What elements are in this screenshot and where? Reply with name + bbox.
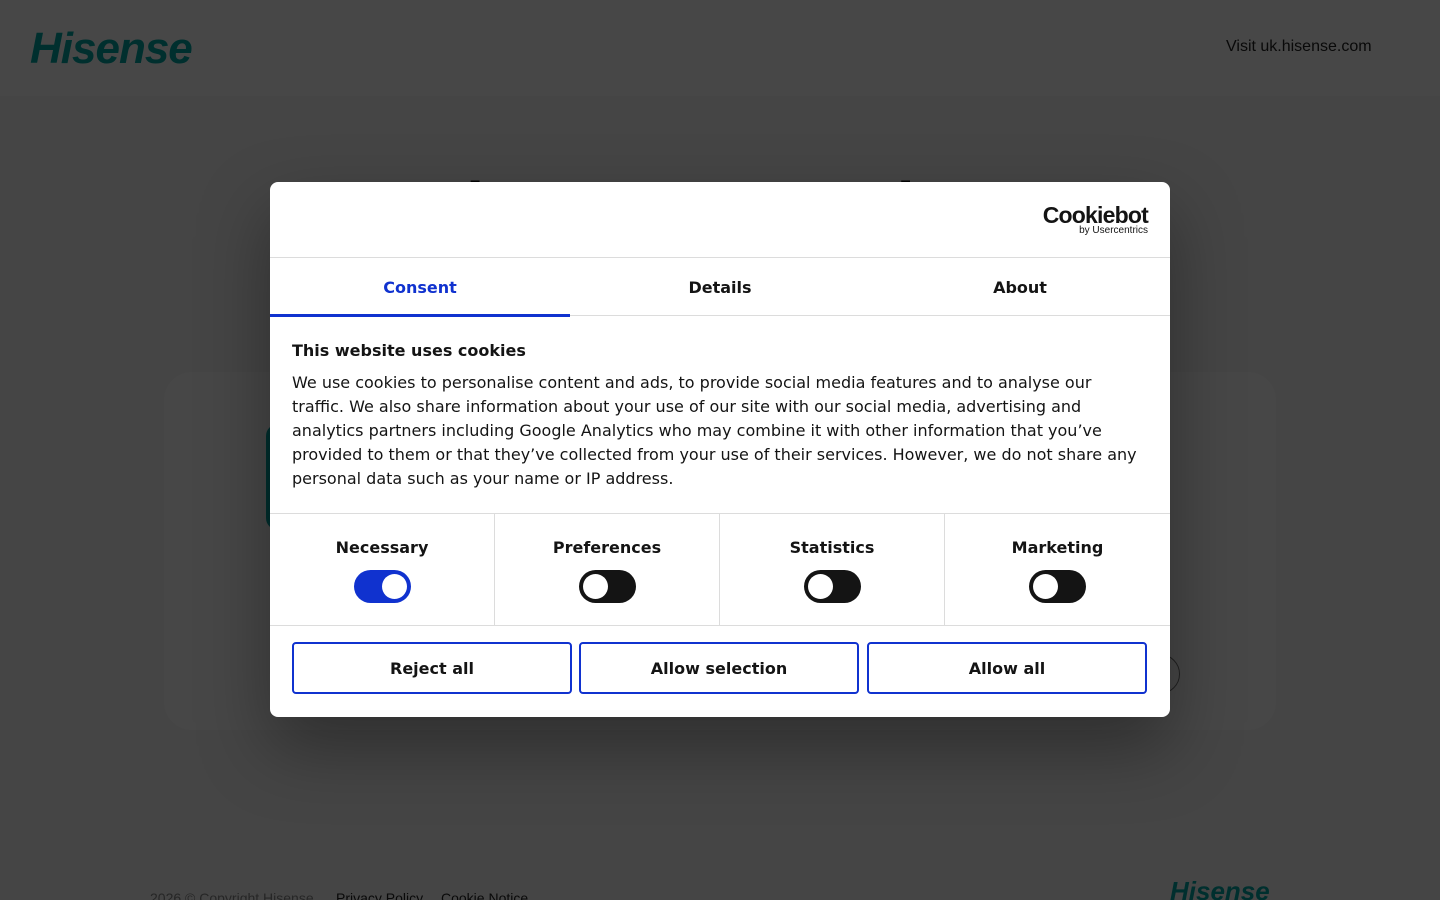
consent-title: This website uses cookies [292,341,526,360]
preferences-label: Preferences [552,538,662,557]
necessary-toggle[interactable] [354,570,411,603]
preferences-toggle[interactable] [579,570,636,603]
marketing-toggle[interactable] [1029,570,1086,603]
cookiebot-logo-sub: by Usercentrics [1079,225,1148,236]
marketing-label: Marketing [1011,538,1104,557]
toggle-knob [808,574,833,599]
category-preferences [495,514,720,626]
toggle-knob [382,574,407,599]
dialog-header [270,182,1170,258]
tab-consent[interactable]: Consent [270,258,570,316]
category-switches [270,513,1170,626]
tab-details[interactable]: Details [688,277,752,297]
category-statistics [720,514,945,626]
toggle-knob [1033,574,1058,599]
statistics-toggle[interactable] [804,570,861,603]
consent-text: We use cookies to personalise content and ads, to provide social media features and to analyse our traffic. We also share information about your use of our site with our social media, advertising and analytics partners including Google Analytics who may combine it with other information that you’ve provided to them or that they’ve collected from your use of their services. However, we do not share any personal data such as your name or IP address. [292,373,1137,488]
consent-body [292,340,1148,491]
statistics-label: Statistics [789,538,875,557]
category-necessary [270,514,495,626]
category-marketing [945,514,1170,626]
dialog-tabs [270,258,1170,316]
tab-about[interactable]: About [993,277,1047,297]
cookiebot-logo-name: Cookiebot [1042,202,1148,228]
allow-selection-button[interactable]: Allow selection [579,642,859,694]
toggle-knob [583,574,608,599]
allow-all-button[interactable]: Allow all [867,642,1147,694]
reject-all-button[interactable]: Reject all [292,642,572,694]
cookiebot-logo [1043,204,1148,237]
necessary-label: Necessary [335,538,429,557]
cookie-consent-dialog [270,182,1170,717]
